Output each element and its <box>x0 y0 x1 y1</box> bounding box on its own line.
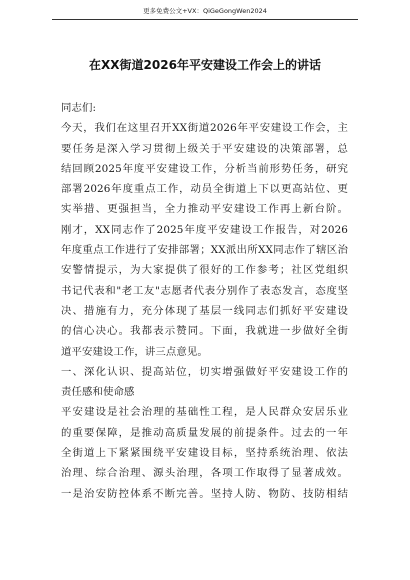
body-line: 部署2026年度重点工作，动员全街道上下以更高站位、更 <box>61 183 348 196</box>
body-line: 一是治安防控体系不断完善。坚持人防、物防、技防相结 <box>61 487 348 500</box>
body-line: 决、措施有力，充分体现了基层一线同志们抓好平安建设 <box>61 304 348 317</box>
body-line: 安警情提示，为大家提供了很好的工作参考；社区党组织 <box>61 264 348 277</box>
body-line: 结回顾2025年度平安建设工作，分析当前形势任务，研究 <box>61 162 348 175</box>
body-line: 要任务是深入学习贯彻上级关于平安建设的决策部署，总 <box>61 142 348 155</box>
body-line: 的信心决心。我都表示赞同。下面，我就进一步做好全街 <box>61 325 348 338</box>
document-body <box>61 98 348 504</box>
body-line: 刚才，XX同志作了2025年度平安建设工作报告，对2026 <box>61 223 348 236</box>
header-note: 更多免费公文+VX：QiGeGongWen2024 <box>143 7 267 15</box>
body-line: 今天，我们在这里召开XX街道2026年平安建设工作会，主 <box>61 122 348 135</box>
body-line: 平安建设是社会治理的基础性工程，是人民群众安居乐业 <box>61 406 348 419</box>
header-divider <box>52 19 358 20</box>
body-line: 年度重点工作进行了安排部署；XX派出所XX同志作了辖区治 <box>61 244 348 257</box>
body-line: 全街道上下紧紧围绕平安建设目标，坚持系统治理、依法 <box>61 447 348 460</box>
body-line: 同志们: <box>61 102 97 114</box>
body-line: 的重要保障，是推动高质量发展的前提条件。过去的一年 <box>61 426 348 439</box>
body-line: 书记代表和"老工友"志愿者代表分别作了表态发言，态度坚 <box>61 284 348 297</box>
body-line: 道平安建设工作，讲三点意见。 <box>61 345 208 358</box>
section-heading-line: 一、深化认识、提高站位，切实增强做好平安建设工作的 <box>61 365 348 378</box>
body-line: 实举措、更强担当，全力推动平安建设工作再上新台阶。 <box>61 203 348 216</box>
body-line: 治理、综合治理、源头治理，各项工作取得了显著成效。 <box>61 467 348 480</box>
document-title: 在XX街道2026年平安建设工作会上的讲话 <box>89 58 321 72</box>
section-heading-line: 责任感和使命感 <box>61 386 135 399</box>
